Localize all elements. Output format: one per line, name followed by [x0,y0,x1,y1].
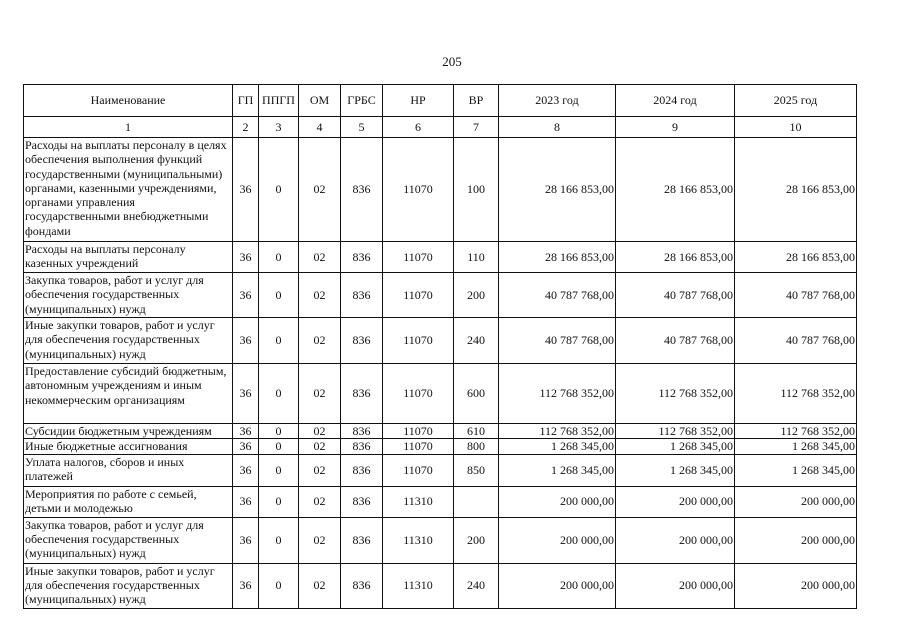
cell-ppgp: 0 [259,424,299,439]
cell-nr: 11310 [383,517,454,563]
cell-om: 02 [299,424,341,439]
cell-gp: 36 [233,563,259,608]
cell-2025: 112 768 352,00 [735,364,857,424]
cell-name: Расходы на выплаты персоналу казенных учреждений [24,242,233,273]
cell-gp: 36 [233,364,259,424]
cell-om: 02 [299,138,341,242]
cell-om: 02 [299,439,341,454]
col-number: 5 [341,117,383,138]
cell-name: Иные закупки товаров, работ и услуг для обеспечения государственных (муниципальных) нужд [24,318,233,364]
cell-gp: 36 [233,517,259,563]
cell-2025: 28 166 853,00 [735,138,857,242]
cell-nr: 11310 [383,563,454,608]
cell-ppgp: 0 [259,318,299,364]
cell-2024: 200 000,00 [616,563,735,608]
col-header-nr: НР [383,85,454,117]
cell-vr: 800 [454,439,499,454]
cell-name: Уплата налогов, сборов и иных платежей [24,454,233,486]
cell-gp: 36 [233,454,259,486]
col-number: 4 [299,117,341,138]
table-row [24,138,857,242]
cell-grbs: 836 [341,563,383,608]
col-number: 10 [735,117,857,138]
cell-gp: 36 [233,138,259,242]
cell-2024: 1 268 345,00 [616,439,735,454]
cell-ppgp: 0 [259,364,299,424]
col-number: 1 [24,117,233,138]
cell-grbs: 836 [341,242,383,273]
cell-name: Мероприятия по работе с семьей, детьми и молодежью [24,486,233,517]
col-header-name: Наименование [24,85,233,117]
col-header-ppgp: ППГП [259,85,299,117]
cell-2024: 40 787 768,00 [616,273,735,318]
cell-vr: 240 [454,318,499,364]
cell-om: 02 [299,563,341,608]
table-row [24,563,857,608]
cell-grbs: 836 [341,454,383,486]
cell-2025: 200 000,00 [735,517,857,563]
cell-ppgp: 0 [259,242,299,273]
cell-gp: 36 [233,486,259,517]
cell-vr: 200 [454,517,499,563]
cell-gp: 36 [233,439,259,454]
col-number: 7 [454,117,499,138]
cell-2025: 112 768 352,00 [735,424,857,439]
cell-2025: 200 000,00 [735,563,857,608]
col-number: 2 [233,117,259,138]
page-number: 205 [442,54,462,69]
cell-2023: 200 000,00 [499,563,616,608]
cell-ppgp: 0 [259,273,299,318]
cell-2024: 28 166 853,00 [616,138,735,242]
cell-name: Иные бюджетные ассигнования [24,439,233,454]
cell-2023: 112 768 352,00 [499,364,616,424]
cell-grbs: 836 [341,486,383,517]
cell-om: 02 [299,318,341,364]
cell-nr: 11070 [383,138,454,242]
cell-vr: 100 [454,138,499,242]
cell-vr: 600 [454,364,499,424]
cell-2025: 40 787 768,00 [735,273,857,318]
cell-name: Предоставление субсидий бюджетным, автономным учреждениям и иным некоммерческим организациям [24,364,233,424]
cell-om: 02 [299,454,341,486]
cell-nr: 11070 [383,318,454,364]
cell-2023: 1 268 345,00 [499,439,616,454]
cell-ppgp: 0 [259,138,299,242]
col-header-gp: ГП [233,85,259,117]
cell-2023: 28 166 853,00 [499,242,616,273]
cell-2023: 112 768 352,00 [499,424,616,439]
cell-2024: 40 787 768,00 [616,318,735,364]
table-row [24,454,857,486]
cell-2025: 40 787 768,00 [735,318,857,364]
table-row [24,364,857,424]
col-header-vr: ВР [454,85,499,117]
cell-om: 02 [299,242,341,273]
cell-name: Иные закупки товаров, работ и услуг для обеспечения государственных (муниципальных) нужд [24,563,233,608]
header-row [24,85,857,117]
cell-2024: 28 166 853,00 [616,242,735,273]
cell-2025: 1 268 345,00 [735,439,857,454]
cell-2024: 200 000,00 [616,517,735,563]
cell-2024: 112 768 352,00 [616,364,735,424]
cell-name: Расходы на выплаты персоналу в целях обеспечения выполнения функций государственными (муниципальными) органами, казенными учреждениями, органами управления государственными внебюджетными фондами [24,138,233,242]
column-number-row [24,117,857,138]
cell-nr: 11070 [383,364,454,424]
table-row [24,517,857,563]
budget-table [23,84,857,609]
col-header-2023: 2023 год [499,85,616,117]
cell-grbs: 836 [341,138,383,242]
cell-gp: 36 [233,242,259,273]
cell-2023: 1 268 345,00 [499,454,616,486]
cell-vr: 850 [454,454,499,486]
cell-vr: 610 [454,424,499,439]
cell-name: Закупка товаров, работ и услуг для обеспечения государственных (муниципальных) нужд [24,517,233,563]
cell-ppgp: 0 [259,454,299,486]
cell-ppgp: 0 [259,517,299,563]
cell-gp: 36 [233,318,259,364]
cell-nr: 11070 [383,242,454,273]
cell-2023: 40 787 768,00 [499,273,616,318]
cell-2025: 1 268 345,00 [735,454,857,486]
col-number: 8 [499,117,616,138]
cell-name: Закупка товаров, работ и услуг для обеспечения государственных (муниципальных) нужд [24,273,233,318]
col-number: 3 [259,117,299,138]
col-header-grbs: ГРБС [341,85,383,117]
cell-nr: 11070 [383,439,454,454]
cell-ppgp: 0 [259,439,299,454]
col-number: 9 [616,117,735,138]
cell-om: 02 [299,517,341,563]
cell-2023: 200 000,00 [499,517,616,563]
cell-grbs: 836 [341,318,383,364]
cell-2025: 28 166 853,00 [735,242,857,273]
cell-vr: 240 [454,563,499,608]
table-row [24,273,857,318]
col-header-2025: 2025 год [735,85,857,117]
cell-2023: 200 000,00 [499,486,616,517]
cell-nr: 11070 [383,273,454,318]
cell-vr: 110 [454,242,499,273]
col-header-om: ОМ [299,85,341,117]
col-number: 6 [383,117,454,138]
cell-gp: 36 [233,424,259,439]
cell-vr: 200 [454,273,499,318]
cell-grbs: 836 [341,273,383,318]
cell-name: Субсидии бюджетным учреждениям [24,424,233,439]
cell-ppgp: 0 [259,486,299,517]
cell-grbs: 836 [341,364,383,424]
table-row [24,486,857,517]
cell-nr: 11070 [383,454,454,486]
cell-2023: 40 787 768,00 [499,318,616,364]
cell-nr: 11310 [383,486,454,517]
cell-om: 02 [299,273,341,318]
cell-2025: 200 000,00 [735,486,857,517]
cell-om: 02 [299,486,341,517]
cell-ppgp: 0 [259,563,299,608]
cell-2023: 28 166 853,00 [499,138,616,242]
cell-gp: 36 [233,273,259,318]
cell-2024: 112 768 352,00 [616,424,735,439]
cell-2024: 200 000,00 [616,486,735,517]
cell-vr [454,486,499,517]
col-header-2024: 2024 год [616,85,735,117]
cell-nr: 11070 [383,424,454,439]
cell-grbs: 836 [341,517,383,563]
cell-om: 02 [299,364,341,424]
cell-grbs: 836 [341,424,383,439]
table-row [24,242,857,273]
table-row [24,424,857,439]
cell-2024: 1 268 345,00 [616,454,735,486]
table-row [24,318,857,364]
cell-grbs: 836 [341,439,383,454]
table-row [24,439,857,454]
